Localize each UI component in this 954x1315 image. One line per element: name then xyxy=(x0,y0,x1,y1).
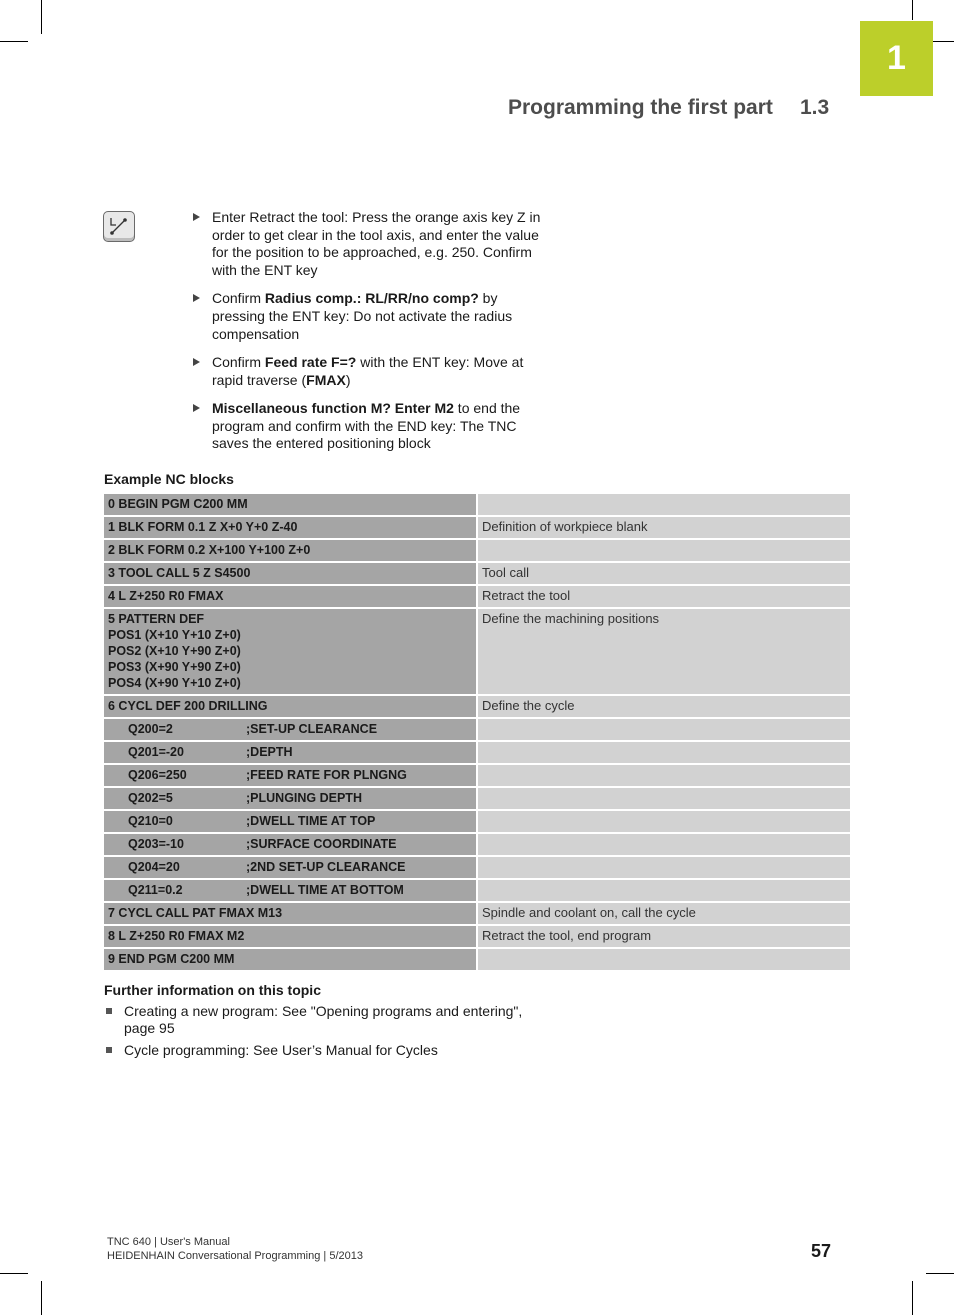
nc-param-cell xyxy=(104,834,476,855)
table-row xyxy=(104,719,850,740)
example-title: Example NC blocks xyxy=(104,471,234,487)
parameter-comment: ;SET-UP CLEARANCE xyxy=(246,722,378,736)
nc-param-cell xyxy=(104,857,476,878)
step-keyword: Miscellaneous function M? Enter M2 xyxy=(212,399,454,416)
nc-param-cell xyxy=(104,719,476,740)
page-number: 57 xyxy=(811,1241,832,1261)
nc-blocks-table xyxy=(104,494,850,972)
crop-mark xyxy=(41,0,42,34)
instruction-step xyxy=(193,354,543,389)
retract-path-key-icon xyxy=(103,211,135,242)
table-row xyxy=(104,586,850,607)
cycle-parameter: Q202=5 xyxy=(128,791,173,805)
step-text: with the ENT key: Move at rapid traverse ( xyxy=(212,353,524,388)
crop-mark xyxy=(0,1273,28,1274)
nc-description-cell xyxy=(478,811,850,832)
step-keyword: Radius comp.: RL/RR/no comp? xyxy=(264,290,479,307)
nc-param-cell xyxy=(104,742,476,763)
parameter-comment: ;DWELL TIME AT BOTTOM xyxy=(246,883,404,897)
nc-description-cell: Define the machining positions xyxy=(478,609,850,694)
nc-description-cell: Retract the tool xyxy=(478,586,850,607)
table-row xyxy=(104,926,850,947)
table-row xyxy=(104,609,850,694)
table-row xyxy=(104,788,850,809)
nc-description-cell xyxy=(478,834,850,855)
table-row xyxy=(104,834,850,855)
nc-code-cell: 8 L Z+250 R0 FMAX M2 xyxy=(104,926,476,947)
nc-code-line: POS3 (X+90 Y+90 Z+0) xyxy=(108,660,241,674)
nc-description-cell xyxy=(478,540,850,561)
cycle-parameter: Q200=2 xyxy=(128,722,173,736)
cycle-parameter: Q203=-10 xyxy=(128,837,184,851)
table-row xyxy=(104,517,850,538)
step-text: by pressing the ENT key: Do not activate the radius compensation xyxy=(212,290,513,342)
cycle-parameter: Q210=0 xyxy=(128,814,173,828)
step-text: to end the program and confirm with the END key: The TNC saves the entered positioning block xyxy=(212,399,521,452)
nc-code-line: POS2 (X+10 Y+90 Z+0) xyxy=(108,644,241,658)
footer-line1: TNC 640 | User's Manual xyxy=(107,1236,230,1248)
step-text: Confirm xyxy=(212,290,265,307)
arrow-right-icon xyxy=(193,358,200,366)
cycle-parameter: Q211=0.2 xyxy=(128,883,183,897)
table-row xyxy=(104,949,850,970)
step-text: Confirm xyxy=(212,353,265,370)
nc-description-cell xyxy=(478,857,850,878)
table-row xyxy=(104,696,850,717)
instruction-step xyxy=(193,290,543,343)
nc-description-cell xyxy=(478,949,850,970)
step-text: Enter Retract the tool: Press the orange axis key Z in order to get clear in the tool axis, and enter the value for the position to be approached, e.g. 250. Confirm with the ENT key xyxy=(212,209,541,279)
nc-code-cell: 0 BEGIN PGM C200 MM xyxy=(104,494,476,515)
bullet-square-icon xyxy=(106,1008,112,1014)
nc-param-cell xyxy=(104,811,476,832)
table-row xyxy=(104,765,850,786)
table-row xyxy=(104,494,850,515)
parameter-comment: ;DEPTH xyxy=(246,745,293,759)
chapter-tab: 1 xyxy=(860,21,933,96)
nc-description-cell xyxy=(478,719,850,740)
parameter-comment: ;PLUNGING DEPTH xyxy=(246,791,362,805)
list-item xyxy=(106,1042,556,1059)
table-row xyxy=(104,880,850,901)
further-info-title: Further information on this topic xyxy=(104,982,321,998)
nc-code-line: POS4 (X+90 Y+10 Z+0) xyxy=(108,676,241,690)
nc-description-cell xyxy=(478,880,850,901)
nc-description-cell xyxy=(478,765,850,786)
nc-code-cell: 4 L Z+250 R0 FMAX xyxy=(104,586,476,607)
table-row xyxy=(104,811,850,832)
arrow-right-icon xyxy=(193,404,200,412)
nc-code-cell: 1 BLK FORM 0.1 Z X+0 Y+0 Z-40 xyxy=(104,517,476,538)
crop-mark xyxy=(926,1273,954,1274)
instruction-step xyxy=(193,400,543,453)
parameter-comment: ;SURFACE COORDINATE xyxy=(246,837,397,851)
nc-description-cell xyxy=(478,494,850,515)
nc-code-cell: 7 CYCL CALL PAT FMAX M13 xyxy=(104,903,476,924)
list-item-text: Creating a new program: See "Opening programs and entering", page 95 xyxy=(124,1003,523,1036)
cycle-parameter: Q201=-20 xyxy=(128,745,184,759)
footer xyxy=(107,1235,363,1263)
cycle-parameter: Q206=250 xyxy=(128,768,187,782)
crop-mark xyxy=(912,1281,913,1315)
section-number: 1.3 xyxy=(800,96,830,119)
parameter-comment: ;2ND SET-UP CLEARANCE xyxy=(246,860,406,874)
list-item-text: Cycle programming: See User’s Manual for Cycles xyxy=(124,1042,438,1058)
nc-code-line: 5 PATTERN DEF xyxy=(108,612,205,626)
nc-param-cell xyxy=(104,788,476,809)
nc-param-cell xyxy=(104,880,476,901)
nc-code-cell xyxy=(104,609,476,694)
nc-description-cell: Define the cycle xyxy=(478,696,850,717)
nc-code-cell: 9 END PGM C200 MM xyxy=(104,949,476,970)
bullet-square-icon xyxy=(106,1047,112,1053)
further-info-list xyxy=(106,1003,556,1064)
nc-param-cell xyxy=(104,765,476,786)
nc-description-cell: Definition of workpiece blank xyxy=(478,517,850,538)
step-keyword: FMAX xyxy=(306,371,346,388)
nc-description-cell xyxy=(478,788,850,809)
table-row xyxy=(104,903,850,924)
table-row xyxy=(104,540,850,561)
crop-mark xyxy=(0,41,28,42)
cycle-parameter: Q204=20 xyxy=(128,860,180,874)
crop-mark xyxy=(912,0,913,20)
instruction-steps xyxy=(193,209,543,463)
table-row xyxy=(104,857,850,878)
instruction-step xyxy=(193,209,543,280)
arrow-right-icon xyxy=(193,213,200,221)
nc-description-cell xyxy=(478,742,850,763)
table-row xyxy=(104,742,850,763)
parameter-comment: ;DWELL TIME AT TOP xyxy=(246,814,376,828)
footer-line2: HEIDENHAIN Conversational Programming | 5/2013 xyxy=(107,1250,363,1262)
arrow-right-icon xyxy=(193,294,200,302)
crop-mark xyxy=(41,1281,42,1315)
list-item xyxy=(106,1003,556,1037)
parameter-comment: ;FEED RATE FOR PLNGNG xyxy=(246,768,407,782)
nc-description-cell: Tool call xyxy=(478,563,850,584)
step-keyword: Feed rate F=? xyxy=(264,353,357,370)
nc-description-cell: Spindle and coolant on, call the cycle xyxy=(478,903,850,924)
nc-code-cell: 3 TOOL CALL 5 Z S4500 xyxy=(104,563,476,584)
nc-code-cell: 2 BLK FORM 0.2 X+100 Y+100 Z+0 xyxy=(104,540,476,561)
page-title: Programming the first part xyxy=(508,96,773,119)
step-text: ) xyxy=(345,371,351,388)
table-row xyxy=(104,563,850,584)
nc-code-line: POS1 (X+10 Y+10 Z+0) xyxy=(108,628,241,642)
nc-code-cell: 6 CYCL DEF 200 DRILLING xyxy=(104,696,476,717)
nc-description-cell: Retract the tool, end program xyxy=(478,926,850,947)
